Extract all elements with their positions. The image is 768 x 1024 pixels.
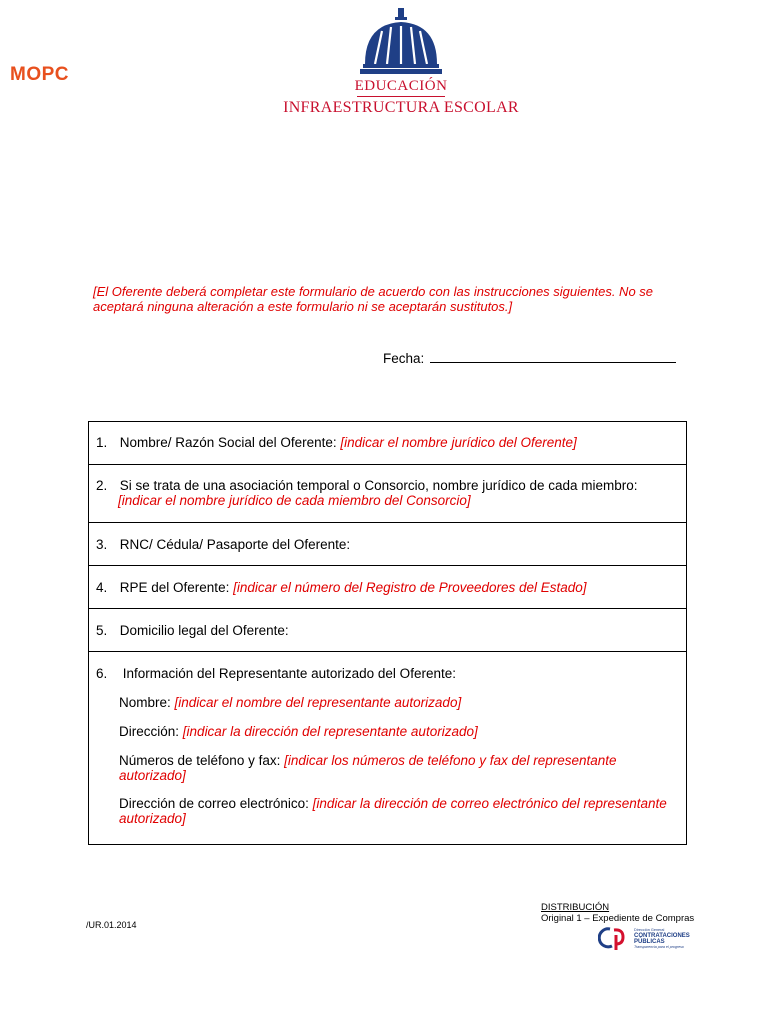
item-label: Información del Representante autorizado del Oferente: (122, 666, 456, 681)
mopc-logo: MOPC (10, 64, 69, 85)
form-row-4 (89, 566, 686, 609)
representative-phone (96, 753, 678, 783)
representative-address (96, 724, 678, 739)
field-label: Dirección: (119, 724, 180, 739)
dgcp-logo-line-2: CONTRATACIONES (634, 933, 690, 939)
infrastructure-title: INFRAESTRUCTURA ESCOLAR (283, 99, 519, 116)
field-label: Números de teléfono y fax: (119, 753, 281, 768)
item-label: Si se trata de una asociación temporal o Consorcio, nombre jurídico de cada miembro: (119, 478, 638, 493)
form-row-2 (89, 465, 686, 523)
original-copy-note: Original 1 – Expediente de Compras (541, 913, 695, 924)
field-hint: [indicar el nombre del representante autorizado] (174, 695, 462, 710)
bidder-info-form (88, 421, 687, 845)
dgcp-logo-line-1: Dirección General (634, 928, 665, 932)
item-label: RPE del Oferente: (119, 580, 230, 595)
item-hint: [indicar el nombre jurídico de cada miembro del Consorcio] (118, 493, 471, 508)
form-version-code: /UR.01.2014 (86, 920, 137, 930)
field-label: Nombre: (119, 695, 171, 710)
item-number: 3. (96, 537, 108, 552)
item-label: RNC/ Cédula/ Pasaporte del Oferente: (119, 537, 351, 552)
dome-crest-icon (360, 6, 442, 78)
item-number: 5. (96, 623, 108, 638)
item-label: Nombre/ Razón Social del Oferente: (119, 435, 337, 450)
item-hint: [indicar el número del Registro de Proveedores del Estado] (233, 580, 587, 595)
fecha-blank-line[interactable] (430, 350, 676, 363)
fecha-label: Fecha: (383, 351, 425, 366)
field-label: Dirección de correo electrónico: (119, 796, 309, 811)
form-row-3 (89, 523, 686, 566)
item-label: Domicilio legal del Oferente: (119, 623, 289, 638)
form-row-6 (89, 652, 686, 844)
item-hint: [indicar el nombre jurídico del Oferente] (340, 435, 577, 450)
item-number: 6. (96, 666, 108, 681)
title-divider (357, 96, 445, 97)
dgcp-logo-line-4: Transparencia para el progreso (634, 945, 684, 949)
dgcp-logo-icon (598, 925, 690, 951)
item-number: 4. (96, 580, 108, 595)
instructions-text: [El Oferente deberá completar este formulario de acuerdo con las instrucciones siguientes. No se aceptará ninguna alteración a este formulario ni se aceptarán sustitutos.] (93, 284, 654, 314)
form-row-1 (89, 422, 686, 465)
field-hint: [indicar la dirección del representante autorizado] (182, 724, 478, 739)
field-hint: [indicar los números de teléfono y fax del representante autorizado] (119, 753, 617, 783)
education-title: EDUCACIÓN (354, 78, 448, 94)
form-row-5 (89, 609, 686, 652)
representative-email (96, 796, 678, 826)
item-number: 2. (96, 478, 108, 493)
distribution-label: DISTRIBUCIÓN (541, 902, 610, 913)
representative-name (96, 695, 678, 710)
fecha-field (383, 350, 676, 366)
dgcp-logo-line-3: PÚBLICAS (634, 939, 665, 945)
item-number: 1. (96, 435, 108, 450)
field-hint: [indicar la dirección de correo electrónico del representante autorizado] (119, 796, 667, 826)
